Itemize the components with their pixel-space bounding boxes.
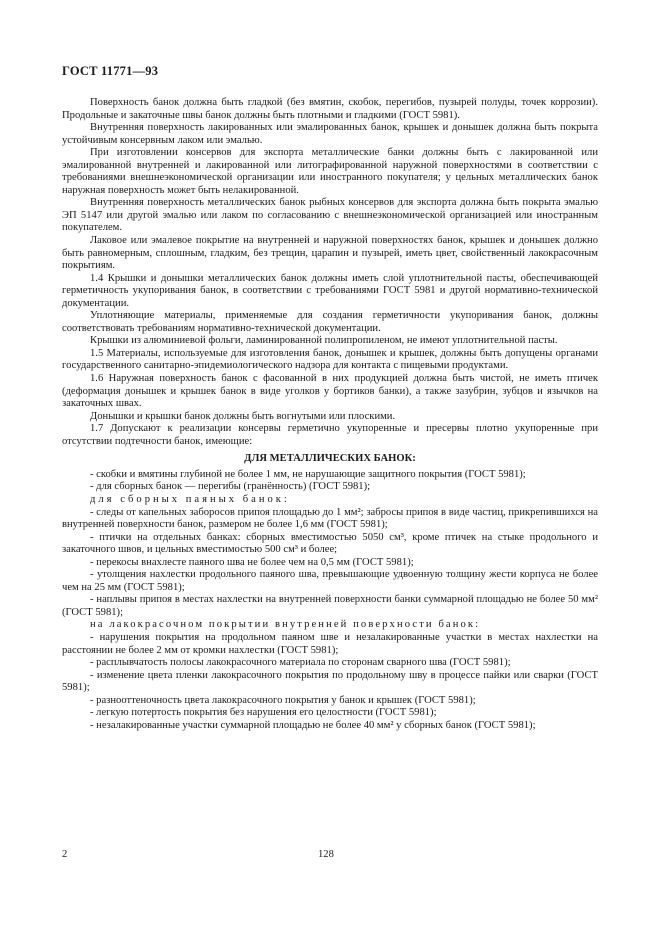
page-number-left: 2 (62, 849, 68, 860)
paragraph: 1.6 Наружная поверхность банок с фасованной в них продукцией должна быть чистой, не иметь птичек (деформация донышек и крышек банок в виде уголков у бортиков банки), а также зазубрин, зубцов и язычков на закаточных швах. (62, 373, 598, 410)
list-item: - утолщения нахлестки продольного паяного шва, превышающие удвоенную толщину жести корпуса не более чем на 25 мм (ГОСТ 5981); (62, 569, 598, 593)
page-number-center: 128 (318, 849, 334, 860)
document-body (62, 97, 598, 732)
paragraph: Поверхность банок должна быть гладкой (без вмятин, скобок, перегибов, пузырей полуды, точек коррозии). Продольные и закаточные швы банок должны быть плотными и гладкими (ГОСТ 5981). (62, 97, 598, 121)
paragraph: Внутренняя поверхность лакированных или эмалированных банок, крышек и донышек должна быть покрыта устойчивым консервным лаком или эмалью. (62, 122, 598, 146)
paragraph: Внутренняя поверхность металлических банок рыбных консервов для экспорта должна быть покрыта эмалью ЭП 5147 или другой эмалью или лаком по согласованию с внешнеэкономической организацией или иностранным покупателем. (62, 197, 598, 234)
paragraph: Донышки и крышки банок должны быть вогнутыми или плоскими. (90, 410, 396, 422)
section-heading: ДЛЯ МЕТАЛЛИЧЕСКИХ БАНОК: (244, 453, 416, 465)
list-item: - перекосы внахлесте паяного шва не более чем на 0,5 мм (ГОСТ 5981); (90, 556, 414, 568)
list-item: - наплывы припоя в местах нахлестки на внутренней поверхности банки суммарной площадью не более 50 мм² (ГОСТ 5981); (62, 594, 598, 618)
list-item: - расплывчатость полосы лакокрасочного материала по сторонам сварного шва (ГОСТ 5981); (90, 657, 511, 669)
subheading: для сборных паяных банок: (90, 493, 290, 505)
subheading: на лакокрасочном покрытии внутренней поверхности банок: (90, 619, 481, 631)
list-item: - незалакированные участки суммарной площадью не более 40 мм² у сборных банок (ГОСТ 5981); (90, 719, 536, 731)
list-item: - легкую потертость покрытия без нарушения его целостности (ГОСТ 5981); (90, 707, 437, 719)
paragraph: 1.5 Материалы, используемые для изготовления банок, донышек и крышек, должны быть допущены органами государственного санитарно-эпидемиологического надзора для контакта с пищевыми продуктами. (62, 347, 598, 372)
paragraph: Крышки из алюминиевой фольги, ламинированной полипропиленом, не имеют уплотнительной пасты. (90, 335, 558, 347)
list-item: - для сборных банок — перегибы (гранённость) (ГОСТ 5981); (90, 481, 371, 493)
paragraph: 1.4 Крышки и донышки металлических банок должны иметь слой уплотнительной пасты, обеспечивающей герметичность укупоривания банок, в соответствии с требованиями ГОСТ 5981 и другой нормативно-технической документации. (62, 272, 598, 309)
list-item: - разнооттеночность цвета лакокрасочного покрытия у банок и крышек (ГОСТ 5981); (90, 694, 476, 706)
list-item: - нарушения покрытия на продольном паяном шве и незалакированные участки в местах нахлестки на расстоянии не более 2 мм от кромки нахлестки (ГОСТ 5981); (62, 631, 598, 656)
paragraph: 1.7 Допускают к реализации консервы герметично укупоренные и пресервы плотно укупоренные при отсутствии подтечности банок, имеющие: (62, 423, 598, 447)
paragraph: При изготовлении консервов для экспорта металлические банки должны быть с лакированной или эмалированной внутренней и лакированной или литографированной наружной поверхностями в соответствии с требованиями внешнеэкономической организации или иностранного покупателя; у цельных металлических банок наружная поверхность может быть нелакированной. (62, 147, 598, 196)
list-item: - птички на отдельных банках: сборных вместимостью 5050 см³, кроме птичек на стыке продольного и закаточного швов, и цельных вместимостью 500 см³ и более; (62, 531, 598, 556)
paragraph: Уплотняющие материалы, применяемые для создания герметичности укупоривания банок, должны соответствовать требованиям нормативно-технической документации. (62, 310, 598, 334)
paragraph: Лаковое или эмалевое покрытие на внутренней и наружной поверхностях банок, крышек и донышек должно быть равномерным, сплошным, гладким, без трещин, царапин и пузырей, иметь цвет, свойственный лакокрасочным покрытиям. (62, 235, 598, 272)
list-item: - изменение цвета пленки лакокрасочного покрытия по продольному шву в процессе пайки или сварки (ГОСТ 5981); (62, 669, 598, 694)
list-item: - скобки и вмятины глубиной не более 1 мм, не нарушающие защитного покрытия (ГОСТ 5981); (90, 468, 526, 480)
list-item: - следы от капельных заборосов припоя площадью до 1 мм²; забросы припоя в виде частиц, прикрепившихся на внутренней поверхности банок, размером не более 1,6 мм (ГОСТ 5981); (62, 506, 598, 531)
document-header: ГОСТ 11771—93 (62, 64, 159, 78)
